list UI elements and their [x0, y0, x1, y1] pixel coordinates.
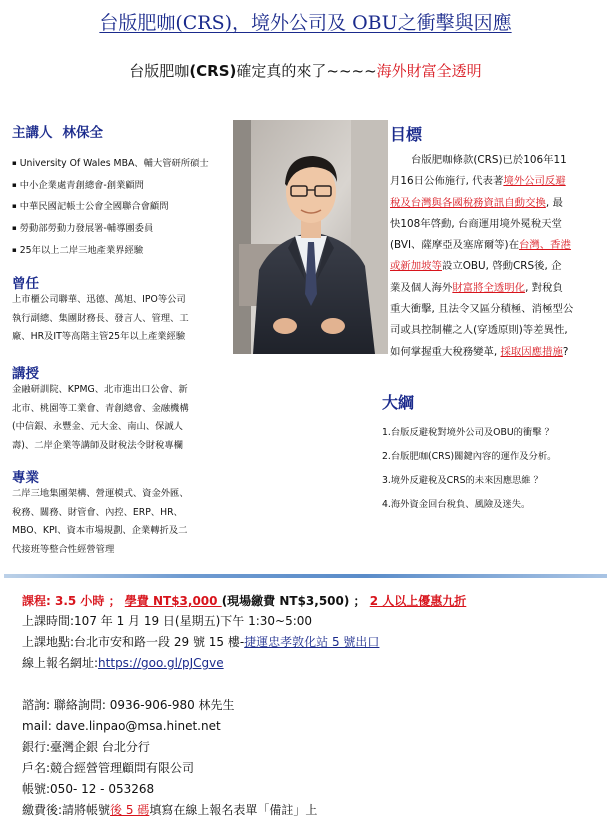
- payment-note-text: 繳費後:請將帳號: [22, 803, 111, 817]
- fee-line: [22, 593, 466, 609]
- teaching-line: 壽)、二岸企業等講師及財稅法令財稅專欄: [12, 439, 183, 451]
- goal-line: ?: [562, 345, 569, 358]
- expertise-line: 稅務、關務、財管會、內控、ERP、HR、: [12, 506, 183, 518]
- teaching-line: 北市、桃園等工業會、青創總會、金融機構: [12, 402, 189, 414]
- goal-text: [390, 150, 603, 363]
- expertise-line: 二岸三地集團架構、營運模式、資金外匯、: [12, 488, 189, 499]
- former-line: 上市櫃公司聯華、迅德、萬旭、IPO等公司: [12, 294, 186, 305]
- speaker-photo: [233, 120, 388, 354]
- goal-highlight: 稅及台灣與各國稅務資訊自動交換: [390, 196, 546, 209]
- goal-highlight: 台灣、香港: [519, 239, 571, 252]
- subtitle-text-2: (CRS): [189, 62, 237, 80]
- account-number: 帳號:050- 12 - 053268: [22, 782, 155, 796]
- mrt-exit: 捷運忠孝敦化站 5 號出口: [244, 635, 380, 649]
- outline-heading: 大綱: [382, 393, 415, 412]
- page-title: [0, 8, 611, 35]
- subtitle-text-3: 確定真的來了~~~~: [236, 62, 377, 80]
- goal-line: 如何掌握重大稅務變革,: [390, 345, 501, 358]
- onsite-fee: (現場繳費 NT$3,500) ；: [221, 594, 366, 608]
- payment-note: [22, 802, 317, 818]
- goal-line: (BVI、薩摩亞及塞席爾等)在: [390, 239, 519, 252]
- speaker-name: 林保全: [62, 125, 103, 141]
- class-time: 上課時間:107 年 1 月 19 日(星期五)下午 1:30~5:00: [22, 614, 313, 628]
- expertise-text: [12, 485, 225, 559]
- outline-item: 2.台版肥咖(CRS)關鍵內容的運作及分析。: [382, 451, 557, 462]
- credential-item: ▪ 25年以上二岸三地產業界經驗: [12, 244, 227, 257]
- signup-line: [22, 655, 224, 671]
- goal-highlight: 採取因應措施: [500, 345, 563, 358]
- goal-highlight: 或新加坡等: [390, 260, 442, 273]
- goal-highlight: 境外公司反避: [503, 175, 566, 188]
- goal-heading: 目標: [390, 125, 423, 144]
- goal-line: 業及個人海外: [390, 281, 453, 294]
- page-subtitle: [0, 60, 611, 81]
- expertise-line: 代接班等整合性經營管理: [12, 543, 115, 555]
- subtitle-text-1: 台版肥咖: [129, 62, 190, 80]
- teaching-line: 金融研訓院、KPMG、北市進出口公會、新: [12, 384, 188, 395]
- goal-line: , 最: [545, 196, 563, 209]
- expertise-line: MBO、KPI、資本市場規劃、企業轉折及二: [12, 525, 188, 536]
- speaker-portrait: [233, 120, 388, 354]
- section-divider: [4, 574, 607, 578]
- goal-line: 月16日公佈施行, 代表著: [390, 175, 504, 188]
- outline-item: 3.境外反避稅及CRS的未來因應思維 ？: [382, 475, 543, 486]
- goal-line: 司或具控制權之人(穿透原則)等差異性,: [390, 324, 568, 337]
- teaching-text: [12, 381, 225, 455]
- payment-note-text: 填寫在線上報名表單「備註」上: [149, 803, 318, 817]
- subtitle-highlight: 海外財富全透明: [376, 62, 482, 80]
- class-location: [22, 634, 379, 650]
- speaker-heading: [12, 121, 103, 141]
- group-discount: 2 人以上優惠九折: [369, 594, 467, 608]
- former-heading: 曾任: [12, 276, 39, 292]
- contact-mail[interactable]: mail: dave.linpao@msa.hinet.net: [22, 719, 221, 733]
- former-line: 廠、HR及IT等高階主管25年以上產業經驗: [12, 331, 186, 342]
- teaching-line: (中信銀、永豐金、元大金、南山、保誠人: [12, 421, 183, 432]
- signup-label: 線上報名網址:: [22, 656, 99, 670]
- credential-item: ▪ 中小企業處青創總會-創業顧問: [12, 179, 227, 192]
- goal-line: 重大衝擊, 且法令又區分積極、消極型公: [390, 303, 574, 316]
- former-text: [12, 291, 225, 347]
- goal-line: 台版肥咖條款(CRS)已於106年11: [411, 154, 567, 166]
- title-text: 台版肥咖(CRS)，境外公司及 OBU之衝擊與因應: [99, 12, 512, 34]
- outline-item: 4.海外資金回台稅負、風險及迷失。: [382, 499, 531, 510]
- goal-line: 快108年啓動, 台商運用境外冕稅天堂: [390, 217, 562, 230]
- credential-item: ▪ 勞動部勞動力發展署-輔導團委員: [12, 222, 227, 235]
- signup-link[interactable]: https://goo.gl/pJCgve: [98, 656, 224, 670]
- goal-line: , 對稅負: [525, 281, 563, 294]
- credential-item: ▪ University Of Wales MBA、輔大管研所碩士: [12, 157, 227, 170]
- outline-item: 1.台版反避稅對境外公司及OBU的衝擊 ？: [382, 427, 554, 438]
- expertise-heading: 專業: [12, 470, 39, 486]
- bank-name: 銀行:臺灣企銀 台北分行: [22, 740, 150, 754]
- inquiry: 諮詢: 聯絡詢問: 0936-906-980 林先生: [22, 698, 235, 712]
- former-line: 執行副總、集團財務長、發言人、管理、工: [12, 312, 189, 324]
- credential-item: ▪ 中華民國記帳士公會全國聯合會顧問: [12, 200, 227, 213]
- teaching-heading: 講授: [12, 366, 39, 382]
- goal-line: 設立OBU, 啓動CRS後, 企: [441, 260, 562, 273]
- location-address: 上課地點:台北市安和路一段 29 號 15 樓-: [22, 635, 245, 649]
- speaker-label: 主講人: [12, 125, 53, 141]
- account-name: 戶名:競合經營管理顧問有限公司: [22, 761, 195, 775]
- payment-note-highlight: 後 5 碼: [110, 803, 150, 817]
- course-hours: 課程: 3.5 小時 ；: [22, 594, 121, 608]
- goal-highlight: 財富將全透明化: [452, 281, 526, 294]
- tuition: 學費 NT$3,000: [124, 594, 222, 608]
